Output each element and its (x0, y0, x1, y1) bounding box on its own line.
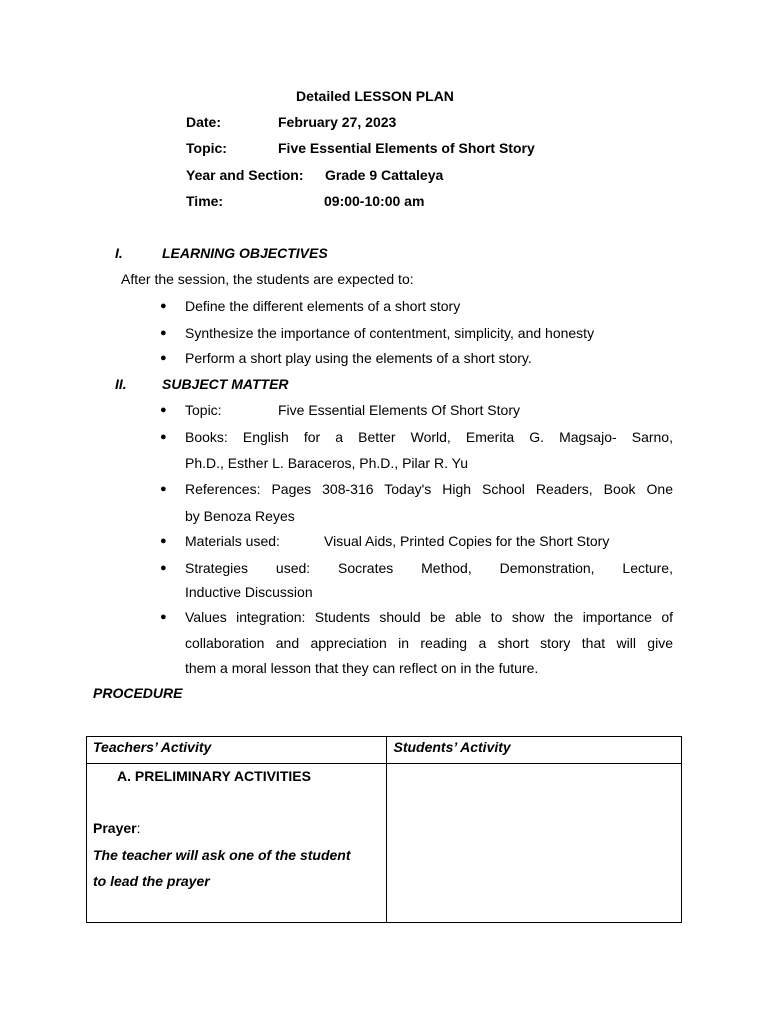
students-activity-header (387, 737, 682, 764)
document-title: Detailed LESSON PLAN (296, 88, 454, 104)
values-line-3: them a moral lesson that they can reflect on in the future. (185, 660, 539, 676)
time-value: 09:00-10:00 am (324, 193, 425, 209)
teachers-activity-cell (87, 764, 387, 923)
students-activity-cell (387, 764, 682, 923)
section-label: Year and Section: (186, 167, 304, 183)
bullet-icon: ● (160, 483, 167, 495)
section-2-numeral: II. (115, 376, 127, 392)
bullet-icon: ● (160, 404, 167, 416)
bullet-icon: ● (160, 352, 167, 364)
procedure-table (86, 736, 682, 923)
subject-topic-value: Five Essential Elements Of Short Story (278, 402, 520, 418)
topic-value: Five Essential Elements of Short Story (278, 140, 535, 156)
bullet-icon: ● (160, 611, 167, 623)
table-header-row (87, 737, 682, 764)
procedure-heading: PROCEDURE (93, 685, 183, 701)
date-value: February 27, 2023 (278, 114, 397, 130)
table-row (87, 764, 682, 923)
prayer-label: Prayer (93, 820, 137, 836)
prayer-instruction-line-2: to lead the prayer (93, 873, 210, 889)
section-1-heading: LEARNING OBJECTIVES (162, 245, 328, 261)
section-2-heading: SUBJECT MATTER (162, 376, 289, 392)
time-label: Time: (186, 193, 224, 209)
objective-item: Perform a short play using the elements of a short story. (185, 350, 532, 366)
values-line-2: collaboration and appreciation in reading a short story that will give (185, 635, 673, 651)
bullet-icon: ● (160, 562, 167, 574)
books-line-2: Ph.D., Esther L. Baraceros, Ph.D., Pilar R. Yu (185, 455, 468, 471)
objective-item: Define the different elements of a short story (185, 298, 461, 314)
values-line-1: Values integration: Students should be able to show the importance of (185, 609, 673, 625)
prayer-instruction-line-1: The teacher will ask one of the student (93, 847, 351, 863)
prayer-colon: : (136, 820, 141, 836)
strategies-line-2: Inductive Discussion (185, 584, 313, 600)
students-activity-header-label: Students’ Activity (393, 739, 511, 755)
bullet-icon: ● (160, 327, 167, 339)
preliminary-activities-heading: A. PRELIMINARY ACTIVITIES (117, 768, 311, 784)
topic-label: Topic: (186, 140, 227, 156)
bullet-icon: ● (160, 431, 167, 443)
subject-topic-label: Topic: (185, 402, 222, 418)
materials-value: Visual Aids, Printed Copies for the Short Story (324, 533, 610, 549)
prayer-label-line (93, 820, 140, 836)
materials-label: Materials used: (185, 533, 280, 549)
objectives-intro: After the session, the students are expected to: (121, 271, 414, 287)
references-line-2: by Benoza Reyes (185, 508, 295, 524)
references-line-1: References: Pages 308-316 Today's High School Readers, Book One (185, 481, 673, 497)
books-line-1: Books: English for a Better World, Emerita G. Magsajo- Sarno, (185, 429, 673, 445)
bullet-icon: ● (160, 535, 167, 547)
teachers-activity-header (87, 737, 387, 764)
bullet-icon: ● (160, 300, 167, 312)
section-1-numeral: I. (115, 245, 123, 261)
strategies-line-1: Strategies used: Socrates Method, Demonstration, Lecture, (185, 560, 673, 576)
section-value: Grade 9 Cattaleya (325, 167, 444, 183)
objective-item: Synthesize the importance of contentment, simplicity, and honesty (185, 325, 595, 341)
date-label: Date: (186, 114, 222, 130)
teachers-activity-header-label: Teachers’ Activity (93, 739, 212, 755)
